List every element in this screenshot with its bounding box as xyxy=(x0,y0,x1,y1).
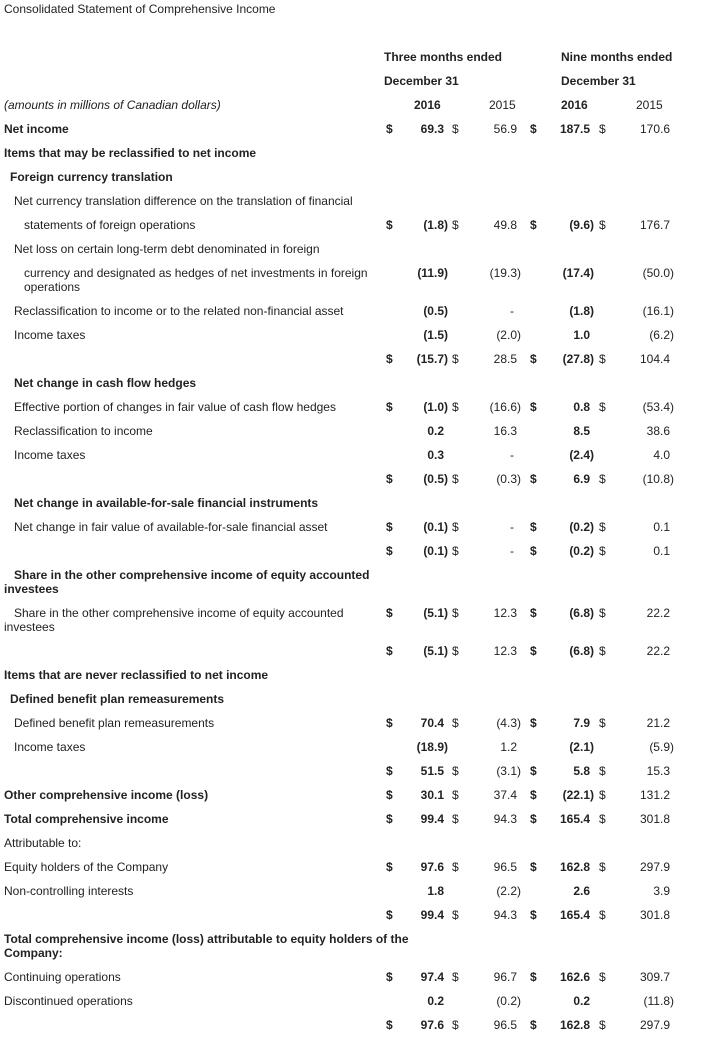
header-year-2016-three: 2016 xyxy=(414,98,441,112)
amount-cell-v4: 0.1 xyxy=(653,520,670,534)
currency-sign: $ xyxy=(599,122,606,136)
amount-cell-v2: (0.2) xyxy=(496,994,521,1008)
currency-sign: $ xyxy=(386,970,393,984)
amount-cell-v4: 3.9 xyxy=(653,884,670,898)
currency-sign: $ xyxy=(386,716,393,730)
amount-cell-v3: (17.4) xyxy=(562,266,594,280)
amount-cell-v4: (50.0) xyxy=(642,266,674,280)
currency-sign: $ xyxy=(452,788,459,802)
amount-cell-v2: (16.6) xyxy=(489,400,521,414)
amount-cell-v4: 309.7 xyxy=(639,970,670,984)
currency-sign: $ xyxy=(452,472,459,486)
row-label: Non-controlling interests xyxy=(4,884,134,898)
header-three-months: Three months ended xyxy=(384,50,503,64)
amount-cell-v1: (5.1) xyxy=(423,606,448,620)
amount-cell-v2: (19.3) xyxy=(489,266,521,280)
amount-cell-v4: 301.8 xyxy=(639,812,670,826)
currency-sign: $ xyxy=(452,908,459,922)
amount-cell-v4: 22.2 xyxy=(646,606,670,620)
currency-sign: $ xyxy=(599,716,606,730)
amount-cell-v3: (0.2) xyxy=(569,520,594,534)
currency-sign: $ xyxy=(452,764,459,778)
amount-cell-v4: (10.8) xyxy=(642,472,674,486)
row-label: Effective portion of changes in fair value of cash flow hedges xyxy=(14,400,336,414)
amount-cell-v1: 99.4 xyxy=(420,812,444,826)
amount-cell-v3: (1.8) xyxy=(569,304,594,318)
amount-cell-v2: (4.3) xyxy=(496,716,521,730)
amount-cell-v3: 165.4 xyxy=(559,908,590,922)
amount-cell-v2: 96.7 xyxy=(493,970,517,984)
amount-cell-v3: (6.8) xyxy=(569,606,594,620)
amount-cell-v3: 7.9 xyxy=(573,716,590,730)
amount-cell-v1: (5.1) xyxy=(423,644,448,658)
row-label: Attributable to: xyxy=(4,836,82,850)
currency-sign: $ xyxy=(599,860,606,874)
header-december-31-nine: December 31 xyxy=(561,74,636,88)
amount-cell-v1: (15.7) xyxy=(416,352,448,366)
amount-cell-v2: 96.5 xyxy=(493,860,517,874)
amount-cell-v2: 94.3 xyxy=(493,908,517,922)
currency-sign: $ xyxy=(452,716,459,730)
amount-cell-v3: 0.2 xyxy=(573,994,590,1008)
amount-cell-v3: (22.1) xyxy=(562,788,594,802)
amount-cell-v2: 16.3 xyxy=(493,424,517,438)
amount-cell-v3: 187.5 xyxy=(559,122,590,136)
amount-cell-v2: 96.5 xyxy=(493,1018,517,1032)
row-label: Defined benefit plan remeasurements xyxy=(14,716,215,730)
currency-sign: $ xyxy=(452,400,459,414)
currency-sign: $ xyxy=(530,520,537,534)
currency-sign: $ xyxy=(599,606,606,620)
amount-cell-v4: (53.4) xyxy=(642,400,674,414)
amount-cell-v4: 38.6 xyxy=(646,424,670,438)
amount-cell-v1: 97.6 xyxy=(420,860,444,874)
currency-sign: $ xyxy=(599,520,606,534)
row-label: Share in the other comprehensive income of equity accounted investees xyxy=(4,606,344,634)
amount-cell-v3: 2.6 xyxy=(573,884,590,898)
currency-sign: $ xyxy=(386,520,393,534)
amount-cell-v1: (18.9) xyxy=(416,740,448,754)
amount-cell-v1: 30.1 xyxy=(420,788,444,802)
amount-cell-v1: 51.5 xyxy=(420,764,444,778)
header-year-2015-three: 2015 xyxy=(489,98,516,112)
currency-sign: $ xyxy=(386,644,393,658)
amount-cell-v2: - xyxy=(510,520,514,534)
currency-sign: $ xyxy=(386,788,393,802)
currency-sign: $ xyxy=(599,472,606,486)
currency-sign: $ xyxy=(599,764,606,778)
currency-sign: $ xyxy=(452,544,459,558)
row-label: Net loss on certain long-term debt denominated in foreign xyxy=(14,242,320,256)
row-label: Reclassification to income xyxy=(14,424,153,438)
currency-sign: $ xyxy=(530,1018,537,1032)
header-nine-months: Nine months ended xyxy=(561,50,673,64)
row-label: Foreign currency translation xyxy=(10,170,173,184)
row-label: Discontinued operations xyxy=(4,994,133,1008)
amount-cell-v3: 5.8 xyxy=(573,764,590,778)
row-label: Continuing operations xyxy=(4,970,121,984)
currency-sign: $ xyxy=(386,812,393,826)
amount-cell-v4: 15.3 xyxy=(646,764,670,778)
currency-sign: $ xyxy=(386,218,393,232)
row-label: statements of foreign operations xyxy=(24,218,196,232)
amount-cell-v4: 170.6 xyxy=(639,122,670,136)
amount-cell-v4: 301.8 xyxy=(639,908,670,922)
amount-cell-v1: (0.1) xyxy=(423,544,448,558)
currency-sign: $ xyxy=(599,908,606,922)
amount-cell-v2: 37.4 xyxy=(493,788,517,802)
currency-sign: $ xyxy=(599,218,606,232)
currency-sign: $ xyxy=(452,122,459,136)
currency-sign: $ xyxy=(386,400,393,414)
amount-cell-v3: 162.8 xyxy=(559,860,590,874)
amount-cell-v1: 99.4 xyxy=(420,908,444,922)
amount-cell-v3: (2.1) xyxy=(569,740,594,754)
amount-cell-v1: (0.1) xyxy=(423,520,448,534)
currency-sign: $ xyxy=(530,788,537,802)
currency-sign: $ xyxy=(530,544,537,558)
amount-cell-v4: 0.1 xyxy=(653,544,670,558)
page-title: Consolidated Statement of Comprehensive Income xyxy=(4,2,276,16)
currency-sign: $ xyxy=(530,764,537,778)
amount-cell-v2: 1.2 xyxy=(500,740,517,754)
header-year-2015-nine: 2015 xyxy=(636,98,663,112)
row-label: Equity holders of the Company xyxy=(4,860,169,874)
currency-sign: $ xyxy=(599,788,606,802)
amount-cell-v1: (1.0) xyxy=(423,400,448,414)
units-note: (amounts in millions of Canadian dollars) xyxy=(4,98,221,112)
amount-cell-v1: 0.2 xyxy=(427,424,444,438)
currency-sign: $ xyxy=(452,1018,459,1032)
row-label: Income taxes xyxy=(14,740,86,754)
amount-cell-v4: (16.1) xyxy=(642,304,674,318)
amount-cell-v1: 0.3 xyxy=(427,448,444,462)
amount-cell-v4: 297.9 xyxy=(639,860,670,874)
currency-sign: $ xyxy=(452,352,459,366)
amount-cell-v1: (0.5) xyxy=(423,304,448,318)
currency-sign: $ xyxy=(386,472,393,486)
row-label: Other comprehensive income (loss) xyxy=(4,788,209,802)
currency-sign: $ xyxy=(599,644,606,658)
amount-cell-v2: (3.1) xyxy=(496,764,521,778)
currency-sign: $ xyxy=(530,352,537,366)
currency-sign: $ xyxy=(599,544,606,558)
row-label: Net currency translation difference on the translation of financial xyxy=(14,194,353,208)
amount-cell-v3: (6.8) xyxy=(569,644,594,658)
currency-sign: $ xyxy=(452,218,459,232)
currency-sign: $ xyxy=(452,644,459,658)
amount-cell-v4: 131.2 xyxy=(639,788,670,802)
amount-cell-v3: 162.8 xyxy=(559,1018,590,1032)
currency-sign: $ xyxy=(530,400,537,414)
amount-cell-v3: 1.0 xyxy=(573,328,590,342)
currency-sign: $ xyxy=(530,908,537,922)
amount-cell-v4: 104.4 xyxy=(639,352,670,366)
amount-cell-v3: (27.8) xyxy=(562,352,594,366)
header-year-2016-nine: 2016 xyxy=(561,98,588,112)
amount-cell-v3: 165.4 xyxy=(559,812,590,826)
currency-sign: $ xyxy=(452,970,459,984)
currency-sign: $ xyxy=(452,812,459,826)
currency-sign: $ xyxy=(452,860,459,874)
row-label: Defined benefit plan remeasurements xyxy=(10,692,225,706)
amount-cell-v1: (1.5) xyxy=(423,328,448,342)
row-label: Reclassification to income or to the related non-financial asset xyxy=(14,304,344,318)
currency-sign: $ xyxy=(599,1018,606,1032)
amount-cell-v4: 4.0 xyxy=(653,448,670,462)
currency-sign: $ xyxy=(599,352,606,366)
currency-sign: $ xyxy=(530,218,537,232)
amount-cell-v2: 28.5 xyxy=(493,352,517,366)
amount-cell-v2: (2.0) xyxy=(496,328,521,342)
amount-cell-v4: (5.9) xyxy=(649,740,674,754)
row-label: Net change in cash flow hedges xyxy=(14,376,197,390)
amount-cell-v3: (9.6) xyxy=(569,218,594,232)
amount-cell-v4: 297.9 xyxy=(639,1018,670,1032)
currency-sign: $ xyxy=(530,122,537,136)
amount-cell-v1: 69.3 xyxy=(420,122,444,136)
currency-sign: $ xyxy=(452,606,459,620)
amount-cell-v3: (2.4) xyxy=(569,448,594,462)
row-label: Net change in available-for-sale financial instruments xyxy=(14,496,319,510)
currency-sign: $ xyxy=(530,812,537,826)
amount-cell-v4: 176.7 xyxy=(639,218,670,232)
amount-cell-v1: 97.4 xyxy=(420,970,444,984)
amount-cell-v1: 70.4 xyxy=(420,716,444,730)
amount-cell-v4: 22.2 xyxy=(646,644,670,658)
currency-sign: $ xyxy=(386,352,393,366)
currency-sign: $ xyxy=(530,970,537,984)
row-label: Items that may be reclassified to net income xyxy=(4,146,257,160)
currency-sign: $ xyxy=(386,908,393,922)
currency-sign: $ xyxy=(386,544,393,558)
currency-sign: $ xyxy=(452,520,459,534)
currency-sign: $ xyxy=(530,860,537,874)
row-label: currency and designated as hedges of net investments in foreign operations xyxy=(24,266,368,294)
amount-cell-v2: (2.2) xyxy=(496,884,521,898)
row-label: Income taxes xyxy=(14,328,86,342)
amount-cell-v2: 94.3 xyxy=(493,812,517,826)
currency-sign: $ xyxy=(386,606,393,620)
currency-sign: $ xyxy=(530,644,537,658)
amount-cell-v3: 162.6 xyxy=(559,970,590,984)
row-label: Net change in fair value of available-for-sale financial asset xyxy=(14,520,328,534)
amount-cell-v4: (6.2) xyxy=(649,328,674,342)
amount-cell-v3: 8.5 xyxy=(573,424,590,438)
row-label: Total comprehensive income (loss) attributable to equity holders of the Company: xyxy=(4,932,409,960)
amount-cell-v3: 6.9 xyxy=(573,472,590,486)
amount-cell-v2: (0.3) xyxy=(496,472,521,486)
row-label: Net income xyxy=(4,122,69,136)
amount-cell-v2: - xyxy=(510,304,514,318)
amount-cell-v2: 12.3 xyxy=(493,606,517,620)
currency-sign: $ xyxy=(530,716,537,730)
row-label: Share in the other comprehensive income of equity accounted investees xyxy=(4,568,370,596)
currency-sign: $ xyxy=(599,970,606,984)
currency-sign: $ xyxy=(386,1018,393,1032)
currency-sign: $ xyxy=(386,860,393,874)
row-label: Items that are never reclassified to net income xyxy=(4,668,269,682)
amount-cell-v2: - xyxy=(510,544,514,558)
amount-cell-v1: 0.2 xyxy=(427,994,444,1008)
amount-cell-v2: - xyxy=(510,448,514,462)
amount-cell-v1: (1.8) xyxy=(423,218,448,232)
currency-sign: $ xyxy=(530,606,537,620)
currency-sign: $ xyxy=(386,122,393,136)
amount-cell-v1: 97.6 xyxy=(420,1018,444,1032)
amount-cell-v4: (11.8) xyxy=(643,994,674,1008)
amount-cell-v1: (0.5) xyxy=(423,472,448,486)
amount-cell-v3: 0.8 xyxy=(573,400,590,414)
amount-cell-v3: (0.2) xyxy=(569,544,594,558)
currency-sign: $ xyxy=(386,764,393,778)
currency-sign: $ xyxy=(599,812,606,826)
amount-cell-v1: 1.8 xyxy=(427,884,444,898)
currency-sign: $ xyxy=(599,400,606,414)
amount-cell-v4: 21.2 xyxy=(646,716,670,730)
row-label: Total comprehensive income xyxy=(4,812,169,826)
amount-cell-v1: (11.9) xyxy=(417,266,448,280)
amount-cell-v2: 49.8 xyxy=(493,218,517,232)
amount-cell-v2: 12.3 xyxy=(493,644,517,658)
currency-sign: $ xyxy=(530,472,537,486)
amount-cell-v2: 56.9 xyxy=(493,122,517,136)
header-december-31-three: December 31 xyxy=(384,74,459,88)
row-label: Income taxes xyxy=(14,448,86,462)
